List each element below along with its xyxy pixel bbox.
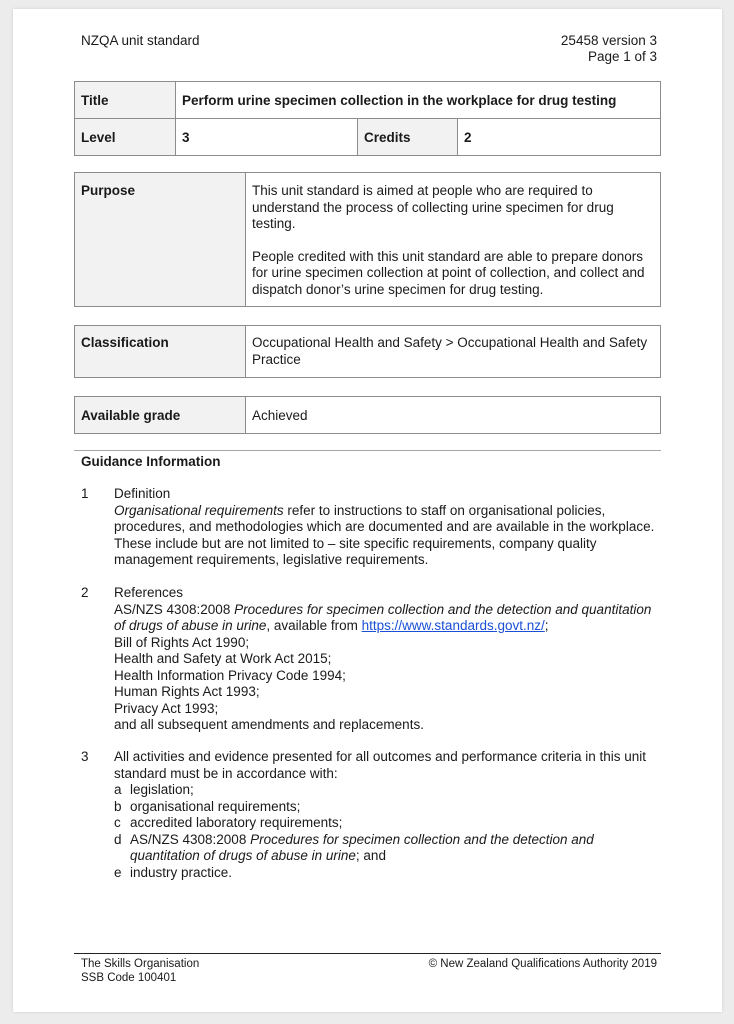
footer-ssb-code: SSB Code 100401 bbox=[81, 972, 177, 984]
credits-label: Credits bbox=[358, 119, 458, 156]
guidance-item-compliance bbox=[81, 749, 661, 881]
purpose-value bbox=[246, 173, 661, 307]
subitem: e industry practice. bbox=[114, 864, 233, 880]
purpose-label: Purpose bbox=[75, 173, 246, 307]
guidance-heading: Guidance Information bbox=[81, 454, 221, 469]
item-heading: References bbox=[114, 585, 184, 600]
grade-table bbox=[74, 396, 661, 434]
guidance-divider bbox=[74, 450, 661, 451]
footer-divider bbox=[74, 953, 661, 954]
guidance-item-references bbox=[81, 585, 661, 734]
level-credits-row bbox=[75, 119, 661, 156]
classification-table bbox=[74, 325, 661, 378]
credits-value: 2 bbox=[458, 119, 661, 156]
standards-link[interactable]: https://www.standards.govt.nz/ bbox=[361, 618, 545, 633]
reference-line: and all subsequent amendments and replacements. bbox=[114, 717, 424, 732]
classification-label: Classification bbox=[75, 326, 246, 378]
level-value: 3 bbox=[176, 119, 358, 156]
summary-table bbox=[74, 81, 661, 156]
item-number: 2 bbox=[81, 585, 89, 600]
classification-value: Occupational Health and Safety > Occupational Health and Safety Practice bbox=[246, 326, 661, 378]
title-row bbox=[75, 82, 661, 119]
compliance-intro: All activities and evidence presented for all outcomes and performance criteria in this unit standard must be in accordance with: bbox=[114, 749, 647, 781]
subitem: a legislation; bbox=[114, 782, 194, 797]
reference-line: Human Rights Act 1993; bbox=[114, 684, 260, 699]
footer-org: The Skills Organisation bbox=[81, 958, 200, 970]
purpose-paragraph: People credited with this unit standard are able to prepare donors for urine specimen collection at point of collection, and collect and dispatch donor’s urine specimen for drug testing. bbox=[252, 248, 645, 297]
header-doc-type: NZQA unit standard bbox=[81, 33, 200, 48]
purpose-paragraph: This unit standard is aimed at people who are required to understand the process of collecting urine specimen for drug testing. bbox=[252, 183, 614, 231]
subitem: d AS/NZS 4308:2008 Procedures for specimen collection and the detection and quantitation of drugs of abuse in urine; and bbox=[114, 831, 594, 863]
footer-copyright: © New Zealand Qualifications Authority 2019 bbox=[428, 958, 657, 970]
item-heading: Definition bbox=[114, 486, 171, 501]
guidance-item-definition bbox=[81, 486, 661, 569]
page-indicator: Page 1 of 3 bbox=[587, 49, 657, 64]
header-version-block bbox=[561, 33, 657, 65]
reference-line: Bill of Rights Act 1990; bbox=[114, 634, 250, 650]
purpose-table bbox=[74, 172, 661, 307]
reference-standard: AS/NZS 4308:2008 Procedures for specimen collection and the detection and quantitation of drugs of abuse in urine, available from https://www.standards.govt.nz/; bbox=[114, 601, 652, 633]
standard-version: 25458 version 3 bbox=[560, 33, 657, 48]
item-number: 3 bbox=[81, 749, 89, 764]
grade-value: Achieved bbox=[246, 397, 661, 434]
title-label: Title bbox=[75, 82, 176, 119]
title-value: Perform urine specimen collection in the workplace for drug testing bbox=[176, 82, 661, 119]
grade-label: Available grade bbox=[75, 397, 246, 434]
footer-org-block bbox=[81, 957, 199, 985]
level-label: Level bbox=[75, 119, 176, 156]
reference-line: Privacy Act 1993; bbox=[114, 700, 219, 716]
subitem: b organisational requirements; bbox=[114, 798, 301, 814]
reference-title: Procedures for specimen collection and the detection and quantitation of drugs of abuse in urine bbox=[114, 601, 652, 633]
item-number: 1 bbox=[81, 486, 89, 501]
subitem: c accredited laboratory requirements; bbox=[114, 815, 343, 830]
definition-text: Organisational requirements refer to instructions to staff on organisational policies, procedures, and methodologies which are documented and are available in the workplace. These include but are not limited to – site specific requirements, company quality management requirements, legislative requirements. bbox=[114, 502, 655, 567]
reference-line: Health and Safety at Work Act 2015; bbox=[114, 651, 332, 666]
reference-line: Health Information Privacy Code 1994; bbox=[114, 667, 346, 683]
document-page bbox=[13, 9, 722, 1012]
defined-term: Organisational requirements bbox=[114, 502, 284, 518]
